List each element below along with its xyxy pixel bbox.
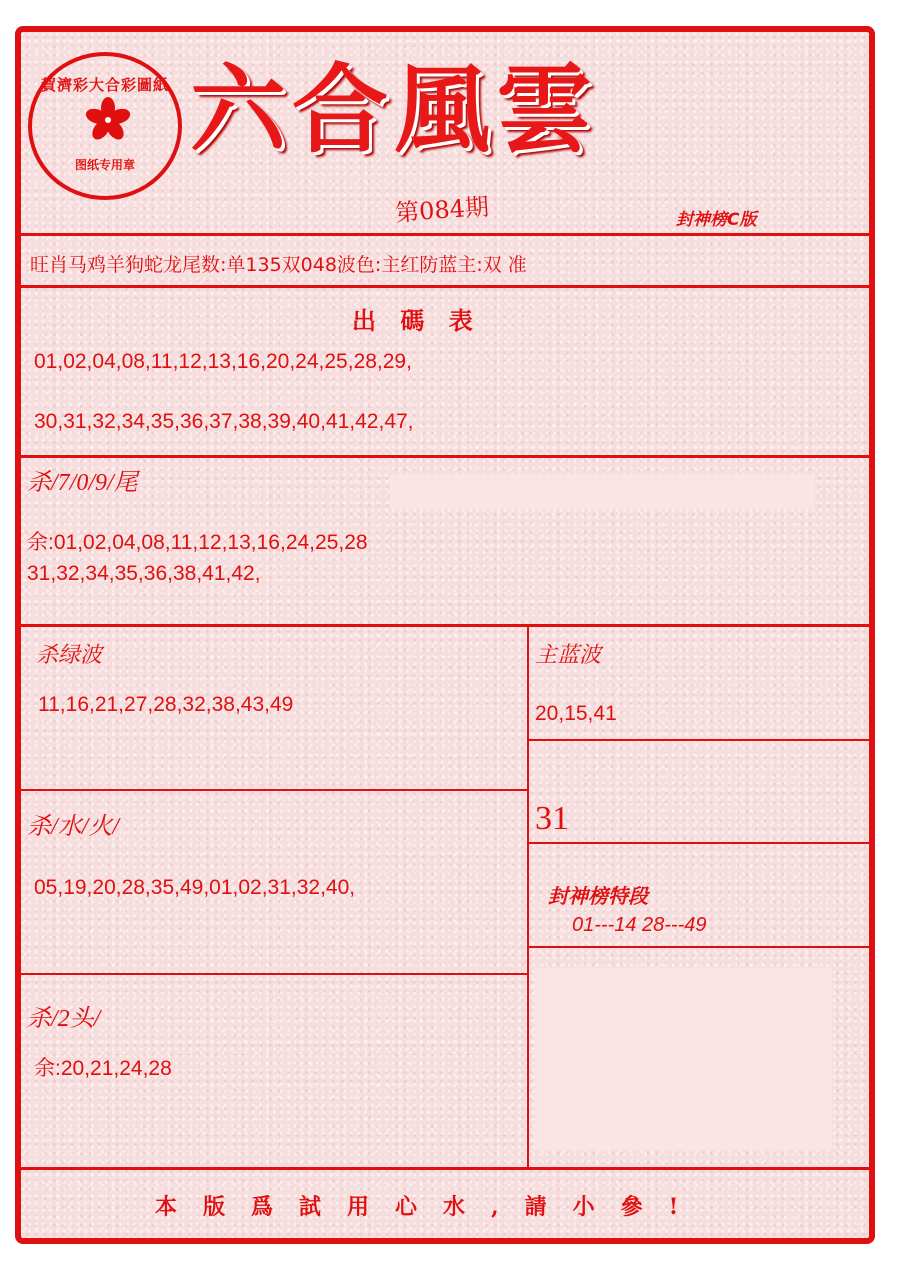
bauhinia-flower-icon (84, 96, 132, 144)
kill-tail-remain-2: 31,32,34,35,36,38,41,42, (27, 562, 261, 585)
special-range-label: 封神榜特段 (548, 884, 648, 908)
blank-box (535, 968, 832, 1150)
kill-green-label: 杀绿波 (36, 642, 103, 667)
issue-number: 第084期 (394, 192, 490, 228)
code-table-heading: 出 碼 表 (352, 306, 481, 335)
divider (21, 455, 869, 458)
main-blue-label: 主蓝波 (535, 642, 602, 667)
page-title: 六合風雲 (190, 53, 598, 166)
kill-tail-remain-1: 余:01,02,04,08,11,12,13,16,24,25,28 (27, 531, 368, 554)
blank-box (390, 475, 815, 509)
zodiac-tail-color-line: 旺肖马鸡羊狗蛇龙尾数:单135双048波色:主红防蓝主:双 准 (30, 254, 527, 276)
seal-stamp (28, 52, 182, 200)
kill-head-values: 余:20,21,24,28 (34, 1057, 172, 1080)
kill-head-label: 杀/2头/ (27, 1006, 101, 1032)
divider (528, 842, 869, 844)
kill-green-values: 11,16,21,27,28,32,38,43,49 (38, 693, 294, 716)
divider (21, 285, 869, 288)
version-label: 封神榜C版 (676, 210, 757, 230)
divider (528, 739, 869, 741)
stamp-bottom-text: 图纸专用章 (74, 158, 135, 172)
main-blue-values: 20,15,41 (535, 702, 617, 725)
footer-note: 本版爲試用心水,請小參! (155, 1194, 705, 1220)
divider (21, 233, 869, 236)
kill-element-values: 05,19,20,28,35,49,01,02,31,32,40, (34, 876, 356, 899)
divider (21, 973, 529, 975)
stamp-top-text: 賀濟彩大合彩圖紙 (40, 76, 169, 94)
kill-tail-label: 杀/7/0/9/尾 (27, 470, 138, 496)
column-divider (527, 624, 529, 1169)
code-table-row-2: 30,31,32,34,35,36,37,38,39,40,41,42,47, (34, 410, 414, 433)
divider (528, 946, 869, 948)
code-table-row-1: 01,02,04,08,11,12,13,16,20,24,25,28,29, (34, 350, 412, 373)
special-range-values: 01---14 28---49 (572, 914, 707, 936)
divider (21, 789, 529, 791)
special-number: 31 (535, 800, 569, 837)
divider (21, 624, 869, 627)
divider (21, 1167, 869, 1170)
kill-element-label: 杀/水/火/ (27, 814, 120, 840)
